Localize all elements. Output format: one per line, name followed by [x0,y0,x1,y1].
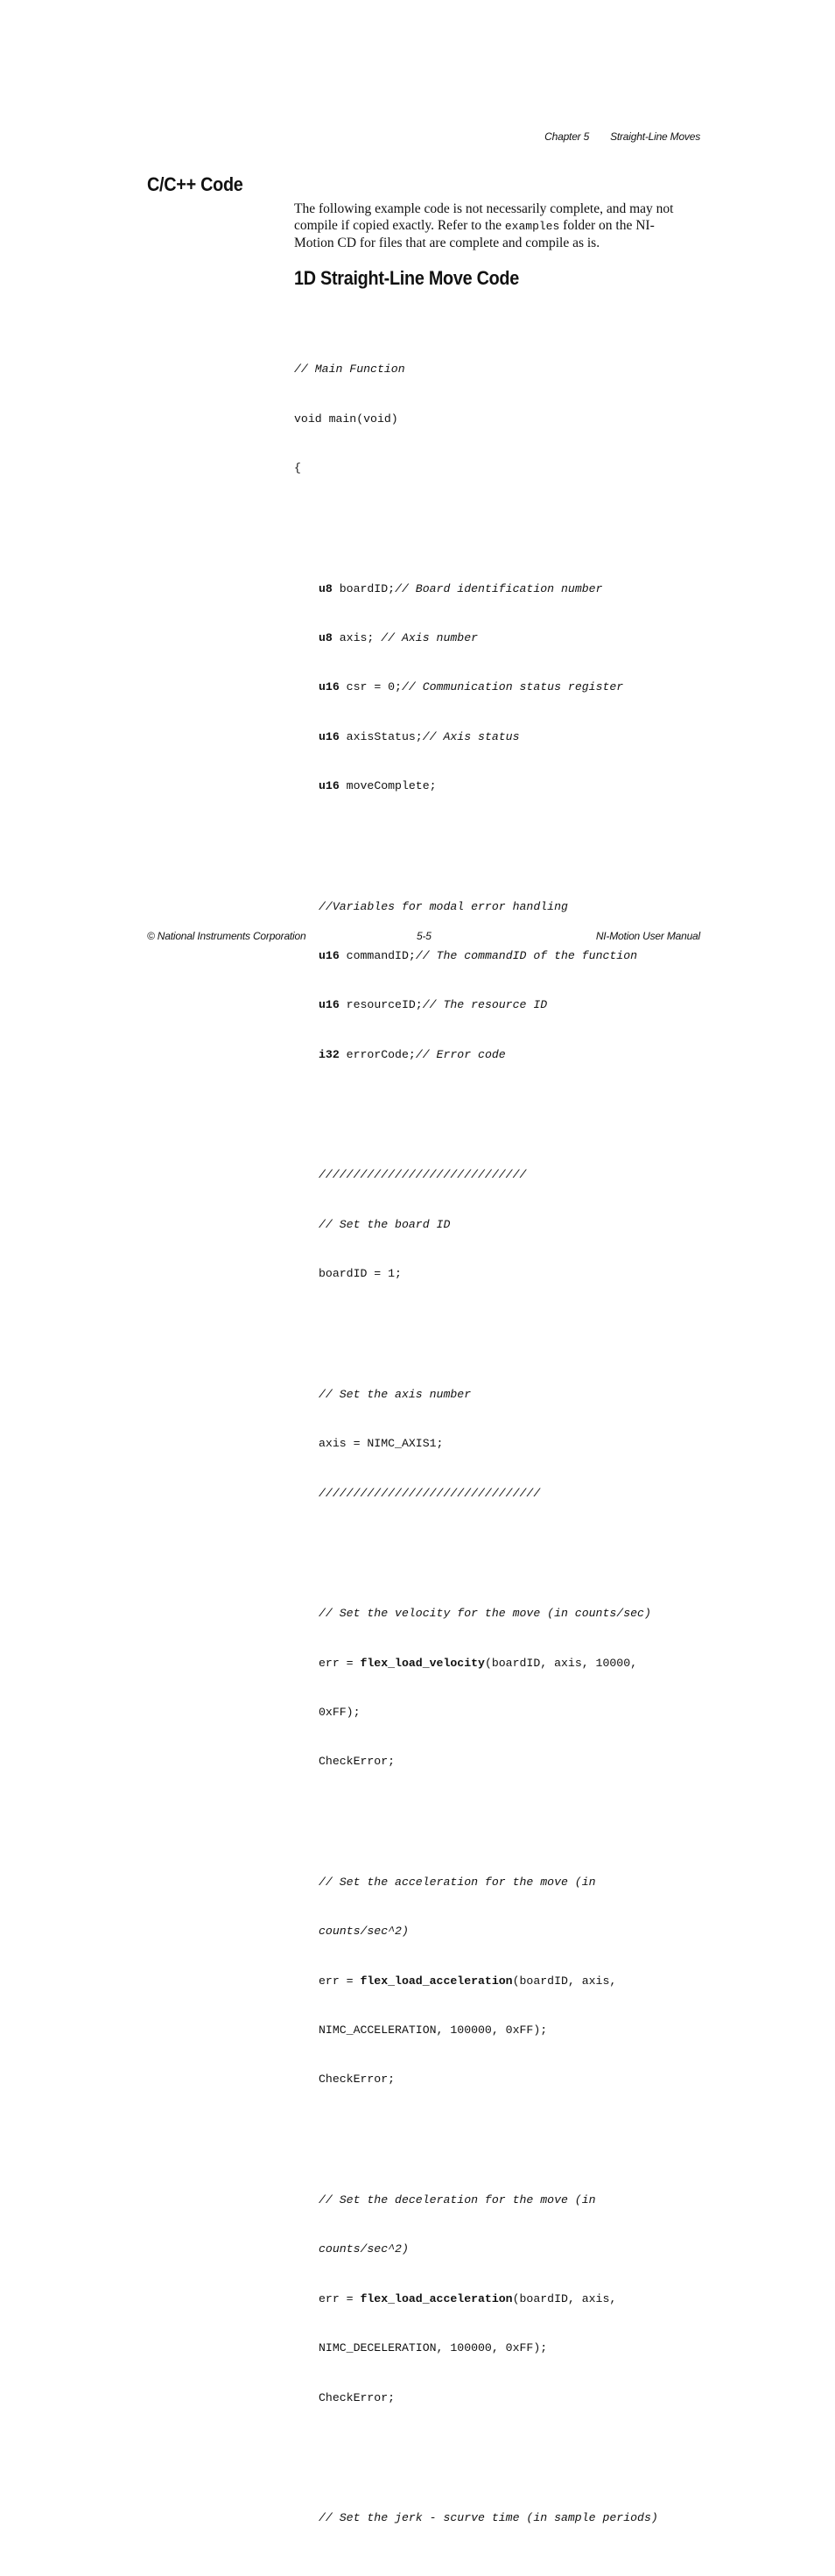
code-line: err = flex_load_acceleration(boardID, axis, [319,2291,617,2305]
code-line: NIMC_DECELERATION, 100000, 0xFF); [319,2341,548,2355]
code-line: u16 csr = 0;// Communication status register [319,680,624,694]
code-line: CheckError; [319,2390,396,2404]
code-line: 0xFF); [319,1705,361,1719]
code-line: u8 axis; // Axis number [319,630,479,644]
intro-text-2: folder on the NI-Motion CD for files that are complete and compile as is. [294,218,655,250]
code-line: CheckError; [319,2073,396,2087]
code-block-velocity [294,1573,705,1804]
code-line: //////////////////////////////// [319,1486,541,1500]
code-line: u16 resourceID;// The resource ID [319,998,548,1012]
code-block-main [294,329,705,510]
subsection-heading: 1D Straight-Line Move Code [294,267,520,289]
header-section: Straight-Line Moves [610,130,700,143]
code-line: u16 axisStatus;// Axis status [319,729,520,743]
code-line: NIMC_ACCELERATION, 100000, 0xFF); [319,2023,548,2038]
code-line: axis = NIMC_AXIS1; [319,1437,444,1451]
code-line: // Set the deceleration for the move (in [319,2193,596,2207]
code-line: // Set the velocity for the move (in counts/sec) [319,1607,651,1621]
code-line: // Set the axis number [319,1387,472,1401]
header-chapter: Chapter 5 [544,130,590,143]
code-line: ////////////////////////////// [319,1168,527,1182]
code-block-axis [294,1354,705,1535]
code-line: u16 commandID;// The commandID of the function [319,949,638,963]
footer-copyright: © National Instruments Corporation [147,930,306,942]
code-line: { [294,461,301,475]
code-line: counts/sec^2) [319,2242,409,2256]
code-line: void main(void) [294,412,398,426]
code-line: counts/sec^2) [319,1925,409,1939]
code-block-deceleration [294,2159,705,2439]
code-line: err = flex_load_acceleration(boardID, axis, [319,1974,617,1988]
running-header [544,130,700,143]
code-line: boardID = 1; [319,1267,402,1281]
code-line: // Main Function [294,362,405,377]
code-line: err = flex_load_velocity(boardID, axis, 10000, [319,1656,638,1670]
footer-manual-title: NI-Motion User Manual [595,930,700,942]
intro-code-word: examples [504,220,560,233]
code-block-declarations [294,548,705,828]
code-block-board [294,1135,705,1316]
code-line: // Set the jerk - scurve time (in sample periods) [319,2511,658,2525]
section-heading: C/C++ Code [147,173,243,195]
code-line: CheckError; [319,1755,396,1769]
code-line: // Set the acceleration for the move (in [319,1875,596,1889]
intro-text-1: The following example code is not necessarily complete, and may not compile if copied exactly. Refer to the [294,201,674,233]
intro-paragraph [294,201,679,251]
code-line: u8 boardID;// Board identification number [319,581,603,595]
code-line: u16 moveComplete; [319,779,437,793]
code-line: //Variables for modal error handling [319,899,568,913]
code-block-jerk [294,2478,705,2560]
code-line: // Set the board ID [319,1217,451,1231]
footer-page-number: 5-5 [417,930,432,942]
code-block-error-vars [294,866,705,1096]
code-block-acceleration [294,1841,705,2122]
code-line: i32 errorCode;// Error code [319,1047,506,1061]
code-listing [294,296,705,2576]
